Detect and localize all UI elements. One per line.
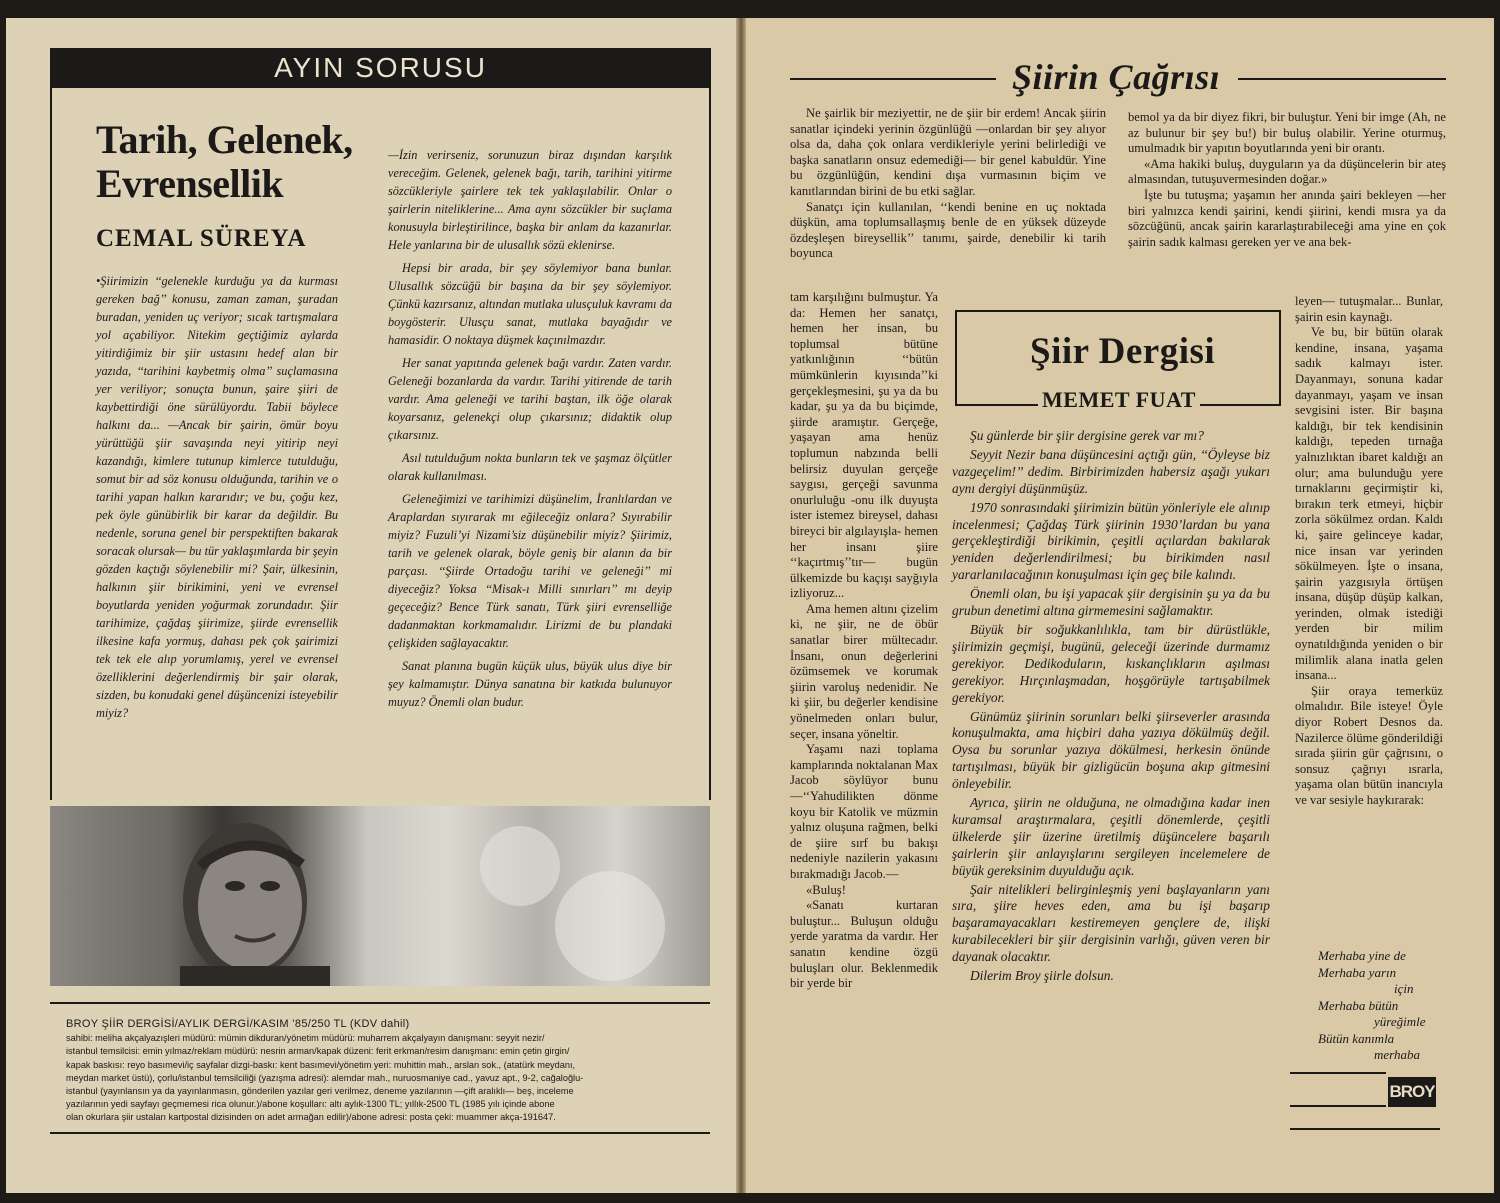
essay-column-2-narrow [1295,294,1443,809]
paragraph: Şu günlerde bir şiir dergisine gerek var mı? [970,428,1204,443]
paragraph: Dilerim Broy şiirle dolsun. [970,968,1114,984]
page-gutter [736,18,746,1193]
poem-line: için [1394,981,1414,996]
colophon-line: istanbul temsilcisi: emin yılmaz/reklam müdürü: nesrin arman/kapak düzeni: ferit erkman/resim danışmanı: emin çetin girgin/ [66,1046,570,1057]
paragraph: leyen— tutuşmalar... Bunlar, şairin esin kaynağı. [1295,294,1443,324]
poem-line: yüreğimle [1374,1014,1426,1029]
colophon-line: meydan market üstü), çorlu/istanbul temsilciliği (yazışma adresi): alemdar mah., nuruosmaniye cad., yavuz apt., 9-2, cağaloğlu- [66,1072,584,1083]
poem-line: merhaba [1374,1047,1420,1062]
footer-rule [1290,1105,1386,1107]
broy-logo: BROY [1388,1077,1436,1107]
paragraph: —İzin verirseniz, sorunuzun biraz dışından karşılık vereceğim. Gelenek, gelenek bağı, tarih, tarihini yitirme sözcükleriyle şairlere tek tek yaklaşılabilir. Onlar o şairlerin niteliklerine... Ama aynı sözcükler bir suçlama konusuyla birleştirilince, başka bir anlam da kazanırlar. Hele yanlarına bir de ulusallık sözü eklenirse. [388,148,672,252]
paragraph: •Şiirimizin ‘‘gelenekle kurduğu ya da kurması gereken bağ’’ konusu, zaman zaman, şuradan buradan, yeniden uç veriyor; sıcak tartışmalara yol açabiliyor. Nitekim geçtiğimiz aylarda yitirdiğimiz bir şiir ustasını hedef alan bir yazıda, ‘‘tarihini kaybetmiş olma’’ suçlamasına yer veriliyor; sonuçta bunun, şaire şiiri de kaybettirdiği öne sürülüyordu. Tabii böylece halkını da... —Ancak bir şairin, ömür boyu yürüttüğü şiir savaşında neyi yitirip neyi kazandığı, kimlere tutunup kimlerce tutulduğu, somut bir ad söz konusu olduğunda, tarihin ve o tarihi yapan halkın kararıdır; ve bu, çoğu kez, pek öyle günübirlik bir karar da değildir. Bu nedenle, soruna genel bir perspektiften bakarak soracak olursak— bu tür yaklaşımlarda bir şeyin gözden kaçtığı söylenebilir mi? Şair, ülkesinin, halkının şiir birikimini, yeni ve evrensel boyutlarda yeniden yoğurmak zorundadır. Şiir tarihimize, çağdaş şiirimize, şiirde evrensellik ilkesine kafa yormuş, dahası pek çok şairimizi tek tek ele alıp yorumlamış, yerel ve evrensel özelliklerini değerlendirmiş bir şair olarak, sizden, bu konudaki genel düşüncenizi isteyebilir miyiz? [96,274,338,720]
inset-article-title: Şiir Dergisi [1030,331,1216,372]
paragraph: «Sanatı kurtaran buluştur... Buluşun olduğu yerde yaratma da vardır. Her sanatın kendine özgü buluşları olur. Beklenmedik bir yerde bir [790,898,938,991]
paragraph: Geleneğimizi ve tarihimizi düşünelim, İranlılardan ve Araplardan sıyırarak mı eğileceğiz onlara? Sıyırabilir miyiz? Fuzuli’yi Nizami’siz düşünebilir miyiz? Şiirimiz, tarih ve gelenek olarak, böyle geniş bir alanın da bir parçası. ‘‘Şiirde Ortadoğu tarihi ve geleneği’’ mi diyeceğiz? Yoksa ‘‘Misak-ı Milli sınırları’’ mı deyip geçeceğiz? Bence Türk sanatı, Türk şiiri evrenselliğe dadanmaktan korkmamalıdır. Lirizmi de bu plandaki çelişkiden sağlayacaktır. [388,492,672,650]
paragraph: Şiir oraya temerküz olmalıdır. Bile isteye! Öyle diyor Robert Desnos da. Nazilerce ölüme gönderildiği sırada şiirin gür çağrısını, o sonsuz çağrıyı ısrarla, yaşama olan bütün inancıyla ve var sesiyle haykırarak: [1295,683,1443,807]
colophon-rule [50,1002,710,1004]
paragraph: Büyük bir soğukkanlılıkla, tam bir dürüstlükle, şiirimizin geçmişi, bugünü, geleceği üzerinde durmamız gerekiyor. Dedikoduların, kıskançlıkların aşılması gerekiyor. Hırçınlaşmadan, hoşgörüyle tartışabilmek gerekiyor. [952,621,1270,705]
colophon-line: yazılarının yedi sayfayı geçmemesi rica olunur.)/abone koşulları: altı aylık-1300 TL; yıllık-2500 TL (1985 yılı içinde abone [66,1099,555,1110]
paragraph: Yaşamı nazi toplama kamplarında noktalanan Max Jacob söylüyor bunu —‘‘Yahudilikten dönme koyu bir Katolik ve müzmin yalnız oluşuna rağmen, belki de şiire sırf bu bakışı nedeniyle nazilerin yakasını bırakmadığı Jacob.— [790,742,938,881]
paragraph: Ve bu, bir bütün olarak kendine, insana, yaşama sadık kalmayı ister. Dayanmayı, sonuna kadar dayanmayı, yaşam ve insan sevgisini ister. Bir başına kaldığı, bir tek kendisinin kaldığı, tepeden tırnağa yalnızlıktan ibaret kaldığı an olur; ama bulunduğu yere tırnaklarını geçirmiştir ki, bırakın terk etmeyi, hiçbir zorla sökülmez ordan. Kaldı ki, şaire gelinceye kadar, nice insan var yerinden sökülmeyen. İşte o insana, şairin yazgısıyla örtüşen insana, düşüp düşüp kalkan, yerinden, olmak istediği yerden bir milim oynatıldığında yeniden o bir milimlik alana inatla gelen insana... [1295,325,1443,683]
paragraph: Hepsi bir arada, bir şey söylemiyor bana bunlar. Ulusallık sözcüğü bir başına da bir şey söylemiyor. Çünkü kazırsanız, altından mutlaka ulusçuluk kavramı da boygösterir. Ulusçu sanat, mutlaka bayağıdır ve hamasidir. O noktaya düşmek kaçınılmazdır. [388,261,672,347]
paragraph: İşte bu tutuşma; yaşamın her anında şairi bekleyen —her biri yalnızca kendi şairini, kendi şiirini, kendi mısra ya da sözcüğünü, ancak şairin kararlaştırabileceği ama yine en çok şairin sadık kalması gereken yer ve ana bek- [1128,187,1446,249]
paragraph: «Buluş! [806,882,846,897]
footer-rule [1290,1128,1440,1130]
essay-column-1-top [790,106,1106,262]
colophon [66,1018,706,1125]
paragraph: Her sanat yapıtında gelenek bağı vardır. Zaten vardır. Geleneği bozanlarda da vardır. Tarihi yitirende de tarih vardır. Ama geleneği ve tarihi baştan, ilk öğe olarak koyarsanız, gelenekçi olup çıkarsınız; didaktik olup çıkarsınız. [388,356,672,442]
paragraph: Ne şairlik bir meziyettir, ne de şiir bir erdem! Ancak şiirin sanatlar içindeki yerinin özgünlüğü —onlardan bir şey alıyor olsa da, daha çok onlara verdikleriyle yerini belirlediği ve başka sanatların onsuz edemediği— bir genel kabuldür. Yine bu özgünlüğün, kendini dışa vurmasının biçim ve kanıtlarından birini de bu etki sağlar. [790,106,1106,198]
poem-quote [1318,948,1440,1064]
paragraph: Önemli olan, bu işi yapacak şiir dergisinin şu ya da bu grubun denetimi altına girmemesini sağlamaktır. [952,586,1270,619]
paragraph: tam karşılığını bulmuştur. Ya da: Hemen her sanatçı, hemen her insan, bu toplumsal bütüne yatkınlığının ‘‘bütün mümkünlerin kıyısında’’ki gerçekleşmesini, şu ya da bu kadar, şu ya da bu biçimde, şiirde aramıştır. Gerçeğe, yaşayan ama henüz toplumun nabzında belli belirsiz duyulan gerçeğe saygısı, gerçeği savunma onurluluğu -onu ilk duyuşta ister istemez bireysel, dahası bireyci bir algılayışla- hemen her insanı şiire ‘‘kaçırtmış’’tır— bugün ülkemizde bu kaçışı sayğıyla izliyoruz... [790,290,938,601]
colophon-line: kapak baskısı: reyo basımevi/iç sayfalar dizgi-baskı: kent basımevi/yönetim yeri: muhittin mah., arslan sok., (atatürk meydanı, [66,1059,576,1070]
answer-column [388,146,672,716]
author-photo [50,806,710,986]
paragraph: Ayrıca, şiirin ne olduğuna, ne olmadığına kadar inen kuramsal araştırmalara, çeşitli dönemlerde, çeşitli ülkelerde şiir üzerine üretilmiş düşüncelere başarılı şairlerin şiir anlayışlarını sergileyen incelemelere de büyük gereksinim duyulduğu açık. [952,795,1270,878]
paragraph: Asıl tutulduğum nokta bunların tek ve şaşmaz ölçütler olarak kullanılması. [388,451,672,483]
section-banner [50,48,711,88]
paragraph: Seyyit Nezir bana düşüncesini açtığı gün, ‘‘Öyleyse biz vazgeçelim!’’ dedim. Birbirimizden habersiz aşağı yukarı aynı dergiyi düşünmüşüz. [952,446,1270,496]
colophon-header: BROY ŞİİR DERGİSİ/AYLIK DERGİ/KASIM ’85/250 TL (KDV dahil) [66,1018,410,1030]
article-title [96,118,376,206]
poem-line: Merhaba bütün [1318,997,1399,1013]
essay-column-2-top [1128,110,1446,250]
paragraph: 1970 sonrasındaki şiirimizin bütün yönleriyle ele alınıp incelenmesi; Çağdaş Türk şiirinin 1930’lardan bu yana gerçekleştirdiği birikimin, çeşitli açılardan bakılarak yeniden değerlendirilmesi; bu birikimden nasıl yararlanılacağının konuşulması için geç bile kalındı. [952,499,1270,583]
footer-rule [1290,1072,1386,1074]
poem-line: Merhaba yarın [1318,964,1397,980]
article-title-line: Tarih, Gelenek, [96,117,353,162]
header-rule-left [790,78,996,80]
inset-article-author: MEMET FUAT [1038,387,1200,413]
page-header-title: Şiirin Çağrısı [1012,57,1221,97]
author-portrait-image [50,806,710,986]
question-column [96,272,338,727]
essay-column-1-narrow [790,290,938,992]
colophon-bottom-rule [50,1132,710,1134]
article-title-line: Evrensellik [96,161,284,206]
poem-line: Merhaba yine de [1318,948,1406,963]
section-banner-text: AYIN SORUSU [274,52,487,83]
paragraph: «Ama hakiki buluş, duyguların ya da düşüncelerin bir ateş almasından, tutuşuvermesinden doğar.» [1128,156,1446,187]
paragraph: Şair nitelikleri belirginleşmiş yeni başlayanların yanı sıra, şiire heves eden, ama bu işi başarıp başaramayacakları kestiremeyen gençlere de, ilişki kurabilecekleri bir şiir dergisinin varlığı, güven veren bir dayanak olacaktır. [952,881,1270,965]
inset-article-body [952,428,1270,987]
article-author: CEMAL SÜREYA [96,225,307,252]
paragraph: bemol ya da bir diyez fikri, bir buluştur. Yeni bir imge (Ah, ne az bulunur bir şey bu!) bir buluş olabilir. Yerine oturmuş, umulmadık bir yapıtın boyutlarında yeni bir orantı. [1128,110,1446,156]
colophon-line: istanbul (yayınlansın ya da yayınlanmasın, gönderilen yazılar geri verilmez, deneme yazılarının —çift aralıklı— beş, inceleme [66,1086,574,1097]
paragraph: Sanat planına bugün küçük ulus, büyük ulus diye bir şey kalmamıştır. Dünya sanatına bir katkıda bulunuyor muyuz? Önemli olan budur. [388,659,672,709]
paragraph: Günümüz şiirinin sorunları belki şiirseverler arasında konuşulmakta, ama hiçbiri daha yazıya dökülmüş değil. Oysa bu sorunlar yazıya dökülmesi, herkesin önünde tartışılması, büyük bir gizligücün boşuna akıp gitmesini önleyebilir. [952,708,1270,792]
header-rule-right [1238,78,1446,80]
colophon-line: olan okurlara şiir ustaları kartpostal dizisinden on adet armağan edilir)/abone adresi: posta çeki: muammer akça-191647. [66,1112,556,1123]
paragraph: Ama hemen altını çizelim ki, ne şiir, ne de öbür sanatlar birer mültecadır. İnsanı, onun değerlerini özümsemek ve korumak şiirin varoluş nedenidir. Ne ki şiir, bu değerler kendisine yönelmeden onları bulur, seçer, insana yöneltir. [790,601,938,741]
colophon-line: sahibi: meliha akçalyazışleri müdürü: mümin dikduran/yönetim müdürü: muharrem akçalyayın danışmanı: seyyit nezir/ [66,1033,545,1044]
paragraph: Sanatçı için kullanılan, ‘‘kendi benine en uç noktada düşkün, ama toplumsallaşmış benle de en yüksek düzeyde özdeşleşen bireysellik’’ tanımı, şairde, denebilir ki tarih boyunca [790,199,1106,261]
poem-line: Bütün kanımla [1318,1030,1395,1046]
